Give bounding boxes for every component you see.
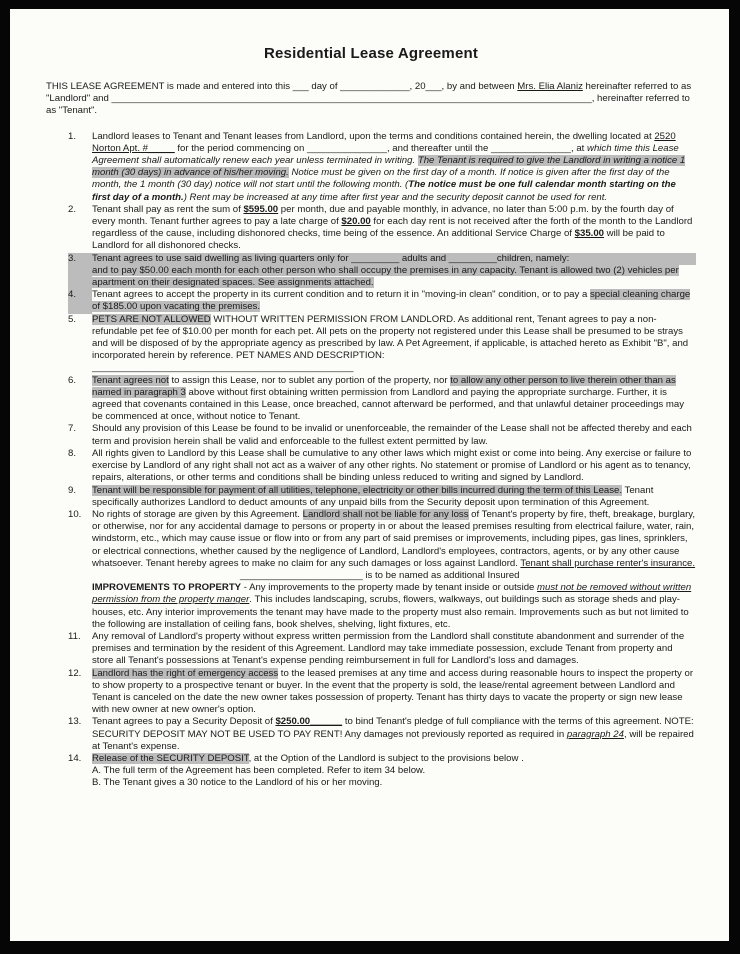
text-segment: $595.00 [243,203,279,215]
document-title: Residential Lease Agreement [263,45,479,62]
text-segment: Tenant shall pay as rent the sum of [92,203,244,215]
paragraph [92,631,696,668]
paragraph [92,314,696,363]
text-segment: , hereinafter referred to as "Tenant". [46,93,690,117]
clause-item-9 [46,485,696,509]
clause-number: 11. [68,630,81,642]
clause-item-2 [46,204,696,253]
clause-body [92,375,696,424]
text-segment: , at the Option of the Landlord is subject to the provisions below . [248,752,524,764]
clause-body [92,485,696,509]
text-segment: $20.00 [341,216,371,228]
clause-item-11 [46,631,696,668]
clause-body [92,631,696,668]
clause-item-8 [46,448,696,485]
text-segment: Mrs. Elia Alaniz [517,81,583,92]
paragraph [46,81,696,118]
paragraph [92,375,696,424]
lease-document-page [10,9,729,941]
text-segment: __________________________________________________________________________________________ [111,93,592,105]
paragraph [92,253,696,265]
clause-item-12 [46,668,696,717]
text-segment: Landlord has the right of emergency access [92,667,279,679]
clause-body [92,448,696,485]
clause-body [92,716,696,753]
text-segment: 2520 Norton Apt. #_____ [92,130,676,154]
text-segment: . This includes landscaping, scrubs, flowers, walkways, out buildings such as storage sheds and play-houses, etc. Any interior improvements the tenant may have made to the property must also remain. Improvements such as but not limited to the following are installation of ceiling fans, book shelves, shelving, light fixtures, etc. [92,594,689,630]
text-segment: to the leased premises at any time and access during reasonable hours to inspect the property or to show property to a prospective tenant or buyer. In the event that the property is sold, the lease/rental agreement between Landlord and Tenant is canceled on the date the new owner takes possession of property. Tenant has thirty days to vacate the property or sign new lease with new owner at new owner's option. [92,667,694,716]
text-segment: special cleaning charge of $185.00 upon vacating the premises. [92,289,691,313]
clause-number: 10. [68,508,82,520]
text-segment: per month, due and payable monthly, in advance, no later than 5:00 p.m. by the fourth day of every month. Tenant further agrees to pay a late charge of [92,203,674,228]
clause-item-1 [46,131,696,204]
text-segment: ) Rent may be increased at any time after first year and the security deposit cannot be used for rent. [183,191,608,203]
text-segment: for the period commencing on _______________, and thereafter until the _______________, at [174,142,588,154]
text-segment: Tenant agrees not [92,374,169,386]
clause-item-3 [46,253,696,290]
clause-number: 5. [68,313,77,325]
paragraph [92,753,696,765]
text-segment: Tenant agrees to accept the property in its current condition and to return it in "moving-in clean" condition, or to pay a [92,289,590,301]
text-segment: of Tenant's property by fire, theft, breakage, burglary, or otherwise, nor for any accidental damage to persons or property in or about the leased premises resulting from electrical failure, water, rain, windstorm, etc., which may cause issue or flow into or from any part of said premises or improvements, including pipes, gas lines, sprinklers, or electrical connections, whether caused by the negligence of Landlord, Landlord's employees, contractors, agents, or by any other cause whatsoever. Tenant hereby agrees to make no claim for any such damages or loss against Landlord. [92,508,696,569]
clause-number: 6. [68,374,77,386]
text-segment: will be paid to Landlord for all dishonored checks. [92,228,665,252]
text-segment: must not be removed without written permission from the property manger [92,582,692,606]
text-segment: B. The Tenant gives a 30 notice to the Landlord of his or her moving. [92,777,383,789]
clause-body [92,423,696,447]
text-segment: Should any provision of this Lease be found to be invalid or unenforceable, the remainder of the Lease shall not be affected thereby and each term and provision herein shall be valid and enforceable to the fullest extent permitted by law. [92,423,692,447]
paragraph [92,131,696,204]
paragraph [92,265,696,289]
text-segment: _______________________ [240,569,363,581]
text-segment: Landlord shall not be liable for any loss [302,508,469,520]
text-segment: to allow any other person to live therein other than as named in paragraph 3 [92,374,676,398]
clause-number: 8. [68,447,77,459]
clause-number: 14. [68,752,82,764]
clause-number: 9. [68,484,77,496]
text-segment: above without first obtaining written permission from Landlord and paying the appropriate surcharge. Further, it is agreed that covenants contained in this Lease, once breached, cannot afterward be performed, and that unlawful detainer proceedings may be commenced at once, without notice to Tenant. [92,386,684,423]
clause-number: 13. [68,716,82,728]
clause-item-14 [46,753,696,790]
text-segment: The notice must be one full calendar month starting on the first day of a month. [92,179,676,203]
paragraph [92,423,696,447]
clause-number: 1. [68,130,77,142]
clause-body [92,314,696,375]
text-segment: to assign this Lease, nor to sublet any portion of the property, nor [168,374,451,386]
paragraph [92,204,696,253]
clause-item-13 [46,716,696,753]
paragraph [92,777,696,789]
clause-item-5 [46,314,696,375]
paragraph [92,289,696,313]
text-segment: $250.00______ [275,716,343,728]
clause-body [92,204,696,253]
text-segment: Tenant shall purchase renter's insurance. [520,557,696,569]
text-segment: to bind Tenant's pledge of full compliance with the terms of this agreement. NOTE: SECURITY DEPOSIT MAY NOT BE USED TO PAY RENT! Any damages not previously reported as required in [92,716,694,740]
text-segment: Tenant agrees to use said dwelling as living quarters only for _________ adults and _________children, namely: [92,252,570,264]
text-segment: Notice must be given on the first day of a month. If notice is given after the first day of the month, the 1 month (30 day) notice will not start until the following month. ( [92,167,670,191]
clause-body [92,289,696,313]
clause-item-10 [46,509,696,631]
text-segment: is to be named as additional Insured [362,569,520,581]
paragraph [92,765,696,777]
clause-body [92,753,696,790]
clause-item-4 [46,289,696,313]
clause-number: 3. [68,253,92,290]
intro-paragraph [46,81,696,118]
clause-number: 7. [68,423,77,435]
text-segment: hereinafter referred to as "Landlord" and [46,81,692,105]
text-segment: _________________________________________________ [92,362,354,374]
clause-item-7 [46,423,696,447]
paragraph [92,582,696,631]
text-segment: PETS ARE NOT ALLOWED [92,313,211,325]
clause-body [92,668,696,717]
paragraph [92,716,696,753]
text-segment: paragraph 24 [566,728,624,740]
text-segment: and to pay $50.00 each month for each other person who shall occupy the premises in any capacity. Tenant is allowed two (2) vehicles per apartment on their designated spaces. See assignments attached. [92,264,679,289]
text-segment: The Tenant is required to give the Landlord in writing a notice 1 month (30 days) in advance of his/her moving. [92,155,686,179]
clause-body [92,509,696,631]
text-segment: No rights of storage are given by this Agreement. [92,508,303,520]
text-segment: All rights given to Landlord by this Lease shall be cumulative to any other laws which might exist or come into being. Any exercise or failure to exercise by Landlord of any right shall not act as a waiver of any other rights. No statement or promise of Landlord or his agent as to tenancy, repairs, alterations, or other terms and conditions shall be binding unless reduced to writing and signed by Landlord. [92,447,692,484]
text-segment: Tenant agrees to pay a Security Deposit of [92,716,276,728]
text-segment: Tenant specifically authorizes Landlord to deduct amounts of any unpaid bills from the Security deposit upon termination of this Agreement. [92,484,654,508]
paragraph [92,485,696,509]
clause-number: 4. [68,289,92,313]
text-segment: Release of the SECURITY DEPOSIT [92,752,249,764]
text-segment: Landlord leases to Tenant and Tenant leases from Landlord, upon the terms and conditions contained herein, the dwelling located at [92,130,655,142]
text-segment: - Any improvements to the property made by tenant inside or outside [241,582,538,594]
text-segment: , will be repaired at Tenant's expense. [92,728,694,752]
text-segment: Tenant will be responsible for payment of all utilities, telephone, electricity or other bills incurred during the term of this Lease. [92,484,623,496]
paragraph [92,448,696,485]
paragraph [92,570,696,582]
clause-list [46,131,696,790]
paragraph [92,668,696,717]
clause-body [92,131,696,204]
paragraph [92,362,696,374]
clause-body [92,253,696,290]
text-segment: Any removal of Landlord's property without express written permission from the Landlord shall constitute abandonment and surrender of the premises and termination by the resident of this Agreement. Landlord may take immediate possession, exclude Tenant from property and store all Tenant's possessions at Tenant's expense pending reimbursement in full for Landlord's loss and damages. [92,630,685,667]
text-segment: IMPROVEMENTS TO PROPERTY [92,582,242,594]
clause-number: 2. [68,203,77,215]
text-segment: THIS LEASE AGREEMENT is made and entered into this ___ day of _____________, 20___, by and between [46,81,518,92]
text-segment: for each day rent is not received after the forth of the month to the Landlord regardless of the cause, including dishonored checks, time being of the essence. An additional Service Charge of [92,216,693,240]
paragraph [92,509,696,570]
text-segment: which time this Lease Agreement shall automatically renew each year unless terminated in writing. [92,142,679,167]
text-segment: WITHOUT WRITTEN PERMISSION FROM LANDLORD. As additional rent, Tenant agrees to pay a non-refundable pet fee of $10.00 per month for each pet. All pets on the property not registered under this Lease shall be presumed to be strays and will be disposed of by the appropriate agency as prescribed by law. A Pet Agreement, if applicable, is attached hereto as Exhibit "B", and incorporated herein by reference. PET NAMES AND DESCRIPTION: [92,313,689,362]
text-segment: $35.00 [574,228,604,240]
clause-number: 12. [68,667,82,679]
clause-item-6 [46,375,696,424]
text-segment: A. The full term of the Agreement has been completed. Refer to item 34 below. [92,765,426,777]
